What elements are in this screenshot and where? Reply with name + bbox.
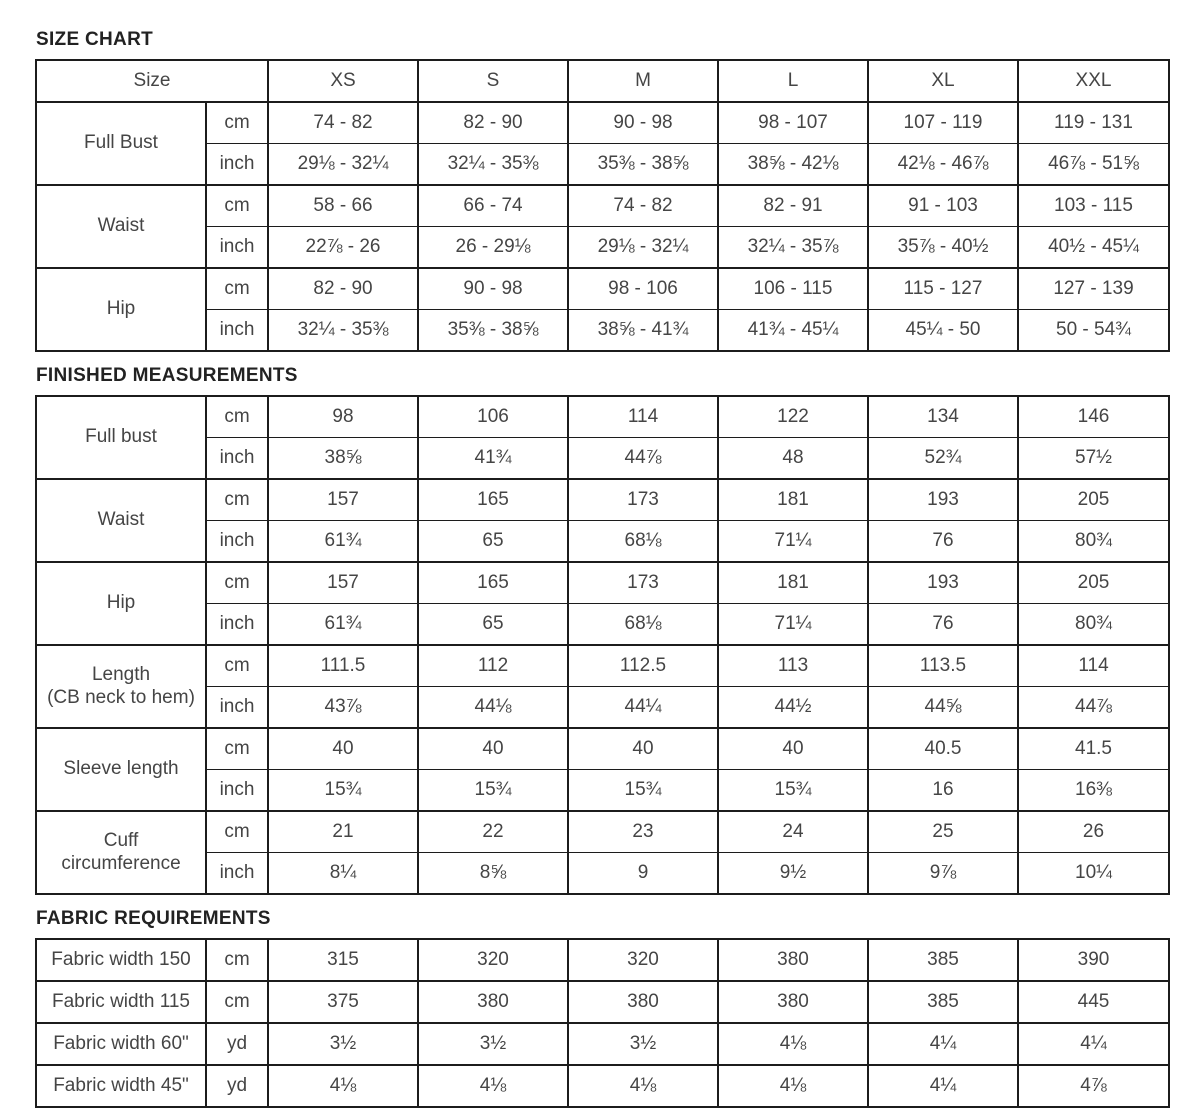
value-cell-cm: 113.5 — [868, 645, 1018, 687]
value-cell-inch: 32¼ - 35⅜ — [268, 310, 418, 352]
measurement-cm-row — [36, 396, 1169, 438]
value-cell-inch: 41¾ - 45¼ — [718, 310, 868, 352]
size-column-header: XL — [868, 60, 1018, 102]
value-cell: 4¼ — [868, 1065, 1018, 1107]
value-cell-cm: 41.5 — [1018, 728, 1169, 770]
value-cell-inch: 57½ — [1018, 438, 1169, 480]
value-cell-cm: 165 — [418, 479, 568, 521]
value-cell-cm: 26 — [1018, 811, 1169, 853]
value-cell-cm: 82 - 90 — [268, 268, 418, 310]
value-cell-inch: 61¾ — [268, 521, 418, 563]
unit-cell-cm: cm — [206, 645, 268, 687]
value-cell-cm: 173 — [568, 479, 718, 521]
value-cell-inch: 41¾ — [418, 438, 568, 480]
value-cell-inch: 68⅛ — [568, 521, 718, 563]
measurement-cm-row — [36, 185, 1169, 227]
value-cell-inch: 80¾ — [1018, 521, 1169, 563]
value-cell-cm: 193 — [868, 562, 1018, 604]
measurement-label-cell — [36, 645, 206, 728]
measurement-label: Length — [91, 664, 151, 686]
value-cell-cm: 24 — [718, 811, 868, 853]
value-cell: 380 — [568, 981, 718, 1023]
value-cell-inch: 61¾ — [268, 604, 418, 646]
value-cell-inch: 40½ - 45¼ — [1018, 227, 1169, 269]
size-column-header: XS — [268, 60, 418, 102]
value-cell-cm: 106 - 115 — [718, 268, 868, 310]
value-cell-inch: 32¼ - 35⅞ — [718, 227, 868, 269]
value-cell-cm: 40 — [418, 728, 568, 770]
fabric-requirement-row — [36, 939, 1169, 981]
measurement-label: Hip — [106, 592, 136, 614]
value-cell-cm: 90 - 98 — [568, 102, 718, 144]
fabric-width-label-cell: Fabric width 60" — [36, 1023, 206, 1065]
value-cell-cm: 111.5 — [268, 645, 418, 687]
value-cell-cm: 98 — [268, 396, 418, 438]
size-chart-heading: SIZE CHART — [36, 29, 153, 50]
value-cell-inch: 71¼ — [718, 521, 868, 563]
value-cell-cm: 82 - 90 — [418, 102, 568, 144]
fabric-requirement-row — [36, 981, 1169, 1023]
value-cell-inch: 76 — [868, 521, 1018, 563]
measurement-cm-row — [36, 728, 1169, 770]
value-cell: 390 — [1018, 939, 1169, 981]
measurement-label-cell — [36, 728, 206, 811]
unit-cell-inch: inch — [206, 604, 268, 646]
unit-cell-cm: cm — [206, 185, 268, 227]
value-cell-cm: 23 — [568, 811, 718, 853]
value-cell-cm: 103 - 115 — [1018, 185, 1169, 227]
value-cell: 385 — [868, 981, 1018, 1023]
measurement-label-cell — [36, 268, 206, 351]
measurement-cm-row — [36, 562, 1169, 604]
unit-cell-inch: inch — [206, 521, 268, 563]
unit-cell-cm: cm — [206, 728, 268, 770]
value-cell: 4⅛ — [418, 1065, 568, 1107]
measurement-inch-row — [36, 604, 1169, 646]
size-header-row — [36, 60, 1169, 102]
value-cell-cm: 74 - 82 — [268, 102, 418, 144]
unit-cell: cm — [206, 939, 268, 981]
value-cell-inch: 76 — [868, 604, 1018, 646]
value-cell-inch: 45¼ - 50 — [868, 310, 1018, 352]
value-cell-inch: 42⅛ - 46⅞ — [868, 144, 1018, 186]
value-cell: 4⅞ — [1018, 1065, 1169, 1107]
measurement-cm-row — [36, 268, 1169, 310]
value-cell: 320 — [418, 939, 568, 981]
value-cell-inch: 65 — [418, 521, 568, 563]
value-cell-inch: 22⅞ - 26 — [268, 227, 418, 269]
value-cell-inch: 65 — [418, 604, 568, 646]
value-cell-inch: 46⅞ - 51⅝ — [1018, 144, 1169, 186]
value-cell-cm: 22 — [418, 811, 568, 853]
size-column-header: M — [568, 60, 718, 102]
value-cell-cm: 98 - 107 — [718, 102, 868, 144]
value-cell-cm: 205 — [1018, 479, 1169, 521]
value-cell: 4⅛ — [268, 1065, 418, 1107]
value-cell-inch: 10¼ — [1018, 853, 1169, 895]
measurement-inch-row — [36, 687, 1169, 729]
value-cell: 375 — [268, 981, 418, 1023]
value-cell-inch: 35⅜ - 38⅝ — [418, 310, 568, 352]
measurement-inch-row — [36, 144, 1169, 186]
value-cell-inch: 9½ — [718, 853, 868, 895]
fabric-requirements-table — [35, 938, 1170, 1108]
value-cell: 4⅛ — [568, 1065, 718, 1107]
value-cell-inch: 44½ — [718, 687, 868, 729]
value-cell-inch: 38⅝ - 42⅛ — [718, 144, 868, 186]
value-cell-cm: 91 - 103 — [868, 185, 1018, 227]
value-cell: 3½ — [268, 1023, 418, 1065]
value-cell-cm: 157 — [268, 479, 418, 521]
value-cell-cm: 106 — [418, 396, 568, 438]
fabric-requirement-row — [36, 1065, 1169, 1107]
measurement-cm-row — [36, 479, 1169, 521]
value-cell-cm: 21 — [268, 811, 418, 853]
unit-cell-cm: cm — [206, 811, 268, 853]
value-cell-inch: 29⅛ - 32¼ — [568, 227, 718, 269]
value-cell-inch: 35⅞ - 40½ — [868, 227, 1018, 269]
value-cell-inch: 9 — [568, 853, 718, 895]
value-cell-cm: 40 — [568, 728, 718, 770]
value-cell: 320 — [568, 939, 718, 981]
measurement-label: Sleeve length — [63, 758, 179, 780]
measurement-cm-row — [36, 102, 1169, 144]
value-cell-cm: 146 — [1018, 396, 1169, 438]
unit-cell-inch: inch — [206, 687, 268, 729]
value-cell: 315 — [268, 939, 418, 981]
unit-cell-inch: inch — [206, 227, 268, 269]
value-cell-inch: 43⅞ — [268, 687, 418, 729]
unit-cell: yd — [206, 1023, 268, 1065]
measurement-cm-row — [36, 811, 1169, 853]
unit-cell-inch: inch — [206, 438, 268, 480]
value-cell-cm: 157 — [268, 562, 418, 604]
measurement-label: Hip — [106, 298, 136, 320]
value-cell-cm: 114 — [1018, 645, 1169, 687]
size-header-cell: Size — [36, 60, 268, 102]
value-cell: 385 — [868, 939, 1018, 981]
value-cell-cm: 74 - 82 — [568, 185, 718, 227]
value-cell-inch: 68⅛ — [568, 604, 718, 646]
value-cell-cm: 66 - 74 — [418, 185, 568, 227]
size-column-header: L — [718, 60, 868, 102]
measurement-inch-row — [36, 521, 1169, 563]
value-cell-inch: 44⅞ — [568, 438, 718, 480]
value-cell: 380 — [718, 981, 868, 1023]
unit-cell: yd — [206, 1065, 268, 1107]
measurement-label-cell — [36, 185, 206, 268]
unit-cell-cm: cm — [206, 102, 268, 144]
value-cell-cm: 90 - 98 — [418, 268, 568, 310]
measurement-cm-row — [36, 645, 1169, 687]
value-cell-cm: 40 — [718, 728, 868, 770]
unit-cell-inch: inch — [206, 144, 268, 186]
measurement-inch-row — [36, 438, 1169, 480]
value-cell: 3½ — [568, 1023, 718, 1065]
value-cell-cm: 25 — [868, 811, 1018, 853]
value-cell-inch: 50 - 54¾ — [1018, 310, 1169, 352]
value-cell: 380 — [718, 939, 868, 981]
measurement-label: Full bust — [85, 426, 157, 448]
fabric-width-label-cell: Fabric width 150 — [36, 939, 206, 981]
value-cell: 445 — [1018, 981, 1169, 1023]
value-cell-cm: 127 - 139 — [1018, 268, 1169, 310]
fabric-requirement-row — [36, 1023, 1169, 1065]
value-cell-inch: 80¾ — [1018, 604, 1169, 646]
value-cell-inch: 15¾ — [418, 770, 568, 812]
value-cell: 4⅛ — [718, 1065, 868, 1107]
unit-cell-inch: inch — [206, 310, 268, 352]
unit-cell-inch: inch — [206, 853, 268, 895]
value-cell-inch: 15¾ — [568, 770, 718, 812]
measurement-label: Cuff — [103, 830, 139, 852]
value-cell-cm: 119 - 131 — [1018, 102, 1169, 144]
value-cell-cm: 40 — [268, 728, 418, 770]
value-cell-inch: 44⅛ — [418, 687, 568, 729]
measurement-inch-row — [36, 310, 1169, 352]
unit-cell-cm: cm — [206, 479, 268, 521]
unit-cell-cm: cm — [206, 396, 268, 438]
value-cell: 4¼ — [1018, 1023, 1169, 1065]
value-cell-inch: 38⅝ — [268, 438, 418, 480]
value-cell-inch: 15¾ — [268, 770, 418, 812]
value-cell-inch: 9⅞ — [868, 853, 1018, 895]
value-cell: 380 — [418, 981, 568, 1023]
value-cell-inch: 48 — [718, 438, 868, 480]
measurement-inch-row — [36, 227, 1169, 269]
fabric-width-label-cell: Fabric width 45" — [36, 1065, 206, 1107]
value-cell: 3½ — [418, 1023, 568, 1065]
value-cell-inch: 38⅝ - 41¾ — [568, 310, 718, 352]
finished-measurements-table — [35, 395, 1170, 895]
value-cell-cm: 122 — [718, 396, 868, 438]
measurement-label: Waist — [97, 509, 145, 531]
value-cell-cm: 114 — [568, 396, 718, 438]
fabric-requirements-heading: FABRIC REQUIREMENTS — [36, 908, 271, 929]
measurement-label-cell — [36, 562, 206, 645]
measurement-label-cell — [36, 811, 206, 894]
measurement-inch-row — [36, 770, 1169, 812]
value-cell-cm: 205 — [1018, 562, 1169, 604]
measurement-label: Waist — [97, 215, 145, 237]
value-cell-cm: 165 — [418, 562, 568, 604]
unit-cell-cm: cm — [206, 268, 268, 310]
measurement-inch-row — [36, 853, 1169, 895]
value-cell-inch: 52¾ — [868, 438, 1018, 480]
value-cell-cm: 112 — [418, 645, 568, 687]
value-cell-inch: 16 — [868, 770, 1018, 812]
unit-cell-inch: inch — [206, 770, 268, 812]
value-cell-inch: 8¼ — [268, 853, 418, 895]
value-cell-cm: 58 - 66 — [268, 185, 418, 227]
measurement-label: Full Bust — [84, 132, 158, 154]
value-cell: 4¼ — [868, 1023, 1018, 1065]
value-cell-inch: 29⅛ - 32¼ — [268, 144, 418, 186]
value-cell-cm: 193 — [868, 479, 1018, 521]
value-cell-inch: 44⅝ — [868, 687, 1018, 729]
value-cell-inch: 8⅝ — [418, 853, 568, 895]
value-cell-inch: 44¼ — [568, 687, 718, 729]
finished-measurements-heading: FINISHED MEASUREMENTS — [36, 365, 298, 386]
value-cell-inch: 35⅜ - 38⅝ — [568, 144, 718, 186]
value-cell-inch: 16⅜ — [1018, 770, 1169, 812]
value-cell-inch: 26 - 29⅛ — [418, 227, 568, 269]
value-cell-cm: 115 - 127 — [868, 268, 1018, 310]
value-cell-cm: 40.5 — [868, 728, 1018, 770]
measurement-label-cell — [36, 396, 206, 479]
unit-cell: cm — [206, 981, 268, 1023]
value-cell-inch: 32¼ - 35⅜ — [418, 144, 568, 186]
value-cell-cm: 134 — [868, 396, 1018, 438]
value-cell-inch: 44⅞ — [1018, 687, 1169, 729]
size-chart-table — [35, 59, 1170, 352]
value-cell-cm: 107 - 119 — [868, 102, 1018, 144]
value-cell-inch: 71¼ — [718, 604, 868, 646]
value-cell-cm: 112.5 — [568, 645, 718, 687]
fabric-width-label-cell: Fabric width 115 — [36, 981, 206, 1023]
value-cell-cm: 82 - 91 — [718, 185, 868, 227]
value-cell-inch: 15¾ — [718, 770, 868, 812]
value-cell: 4⅛ — [718, 1023, 868, 1065]
size-column-header: XXL — [1018, 60, 1169, 102]
value-cell-cm: 181 — [718, 562, 868, 604]
value-cell-cm: 181 — [718, 479, 868, 521]
measurement-sublabel: (CB neck to hem) — [47, 686, 195, 708]
measurement-label-cell — [36, 479, 206, 562]
value-cell-cm: 113 — [718, 645, 868, 687]
measurement-sublabel: circumference — [61, 852, 181, 874]
value-cell-cm: 98 - 106 — [568, 268, 718, 310]
measurement-label-cell — [36, 102, 206, 185]
unit-cell-cm: cm — [206, 562, 268, 604]
value-cell-cm: 173 — [568, 562, 718, 604]
size-column-header: S — [418, 60, 568, 102]
